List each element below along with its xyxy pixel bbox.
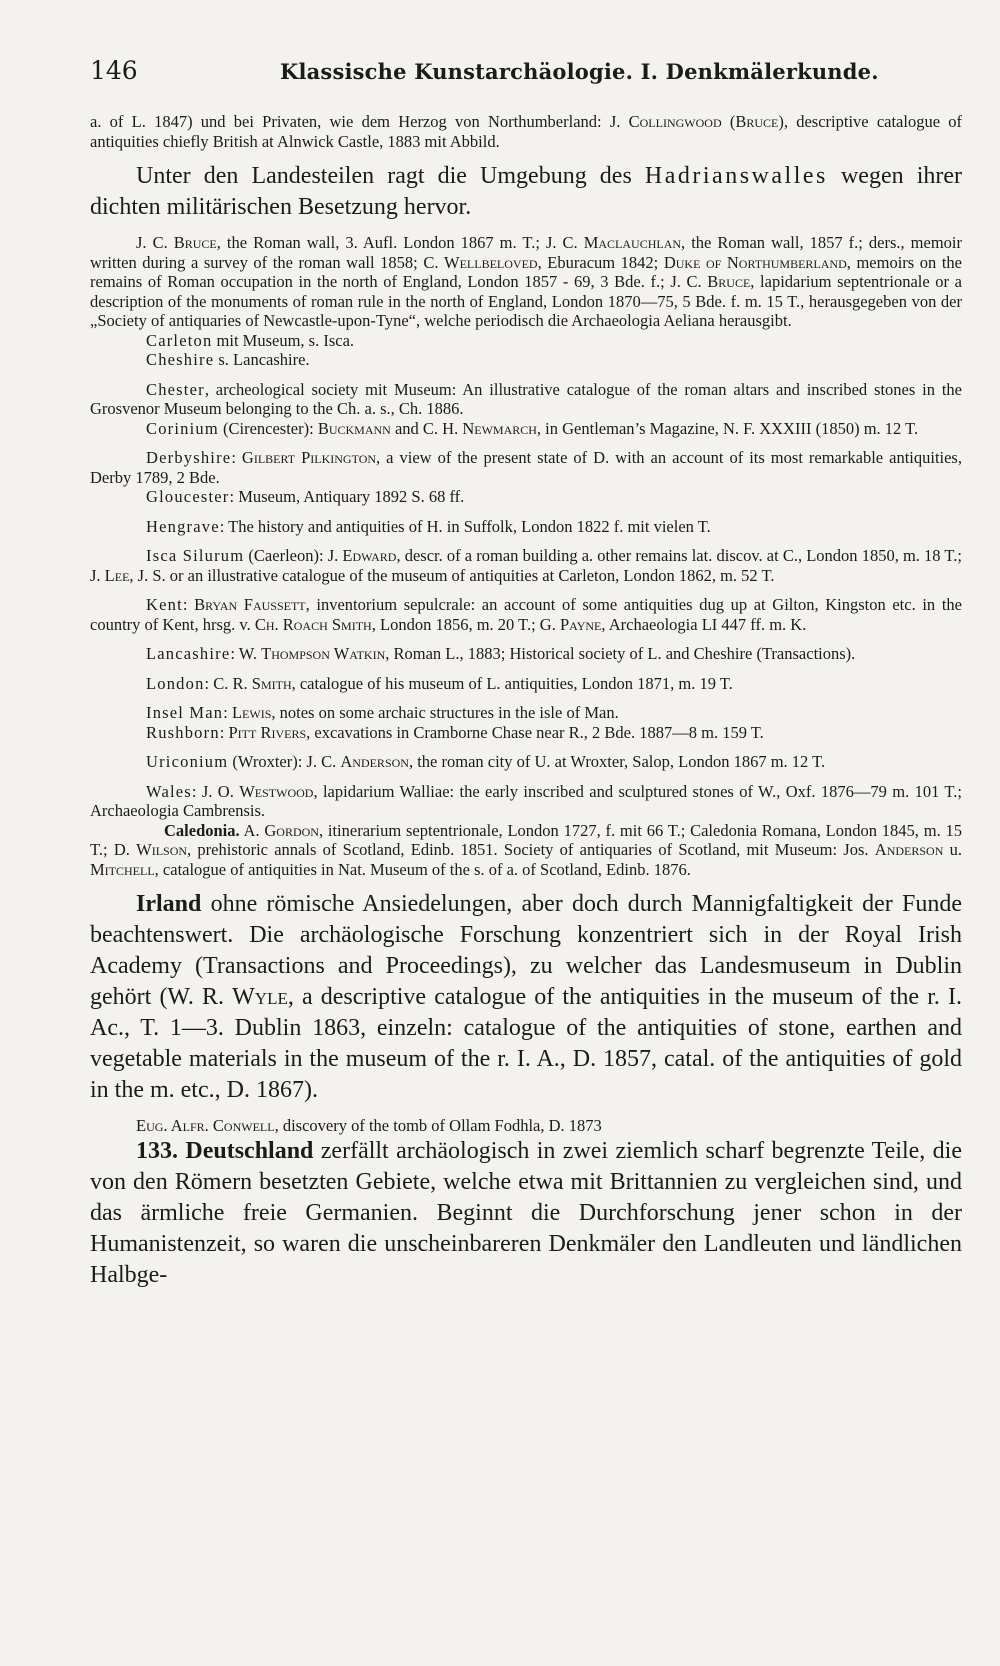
entry-insel-man: Insel Man: Lewis, notes on some archaic structures in the isle of Man.	[146, 703, 619, 722]
entry-gloucester: Gloucester: Museum, Antiquary 1892 S. 68 ff.	[146, 487, 465, 506]
entry-cheshire: Cheshire s. Lancashire.	[146, 350, 310, 369]
page-header	[90, 56, 960, 96]
entry-lancashire: Lancashire: W. Thompson Watkin, Roman L., 1883; Historical society of L. and Cheshire (Transactions).	[146, 644, 856, 663]
entry-hengrave: Hengrave: The history and antiquities of H. in Suffolk, London 1822 f. mit vielen T.	[146, 516, 711, 536]
entry-rushborn: Rushborn: Pitt Rivers, excavations in Cramborne Chase near R., 2 Bde. 1887—8 m. 159 T.	[146, 722, 764, 742]
entry-wales: Wales: J. O. Westwood, lapidarium Walliae: the early inscribed and sculptured stones of W., Oxf. 1876—79 m. 101 T.; Archaeologia Cambrensis.	[90, 781, 962, 820]
entry-caledonia: Caledonia. A. Gordon, itinerarium septentrionale, London 1727, f. mit 66 T.; Caledonia Romana, London 1845, m. 15 T.; D. Wilson, prehistoric annals of Scotland, Edinb. 1851. Society of antiquaries of Scotland, mit Museum: Jos. Anderson u. Mitchell, catalogue of antiquities in Nat. Museum of the s. of a. of Scotland, Edinb. 1876.	[90, 820, 963, 879]
entry-kent: Kent: Bryan Faussett, inventorium sepulcrale: an account of some antiquities dug up at Gilton, Kingston etc. in the country of Kent, hrsg. v. Ch. Roach Smith, London 1856, m. 20 T.; G. Payne, Archaeologia LI 447 ff. m. K.	[90, 595, 962, 634]
running-title: Klassische Kunstarchäologie. I. Denkmälerkunde.	[280, 59, 879, 84]
entry-corinium: Corinium (Cirencester): Buckmann and C. H. Newmarch, in Gentleman’s Magazine, N. F. XXXIII (1850) m. 12 T.	[146, 418, 919, 438]
bibliography-hadrianswall: J. C. Bruce, the Roman wall, 3. Aufl. London 1867 m. T.; J. C. Maclauchlan, the Roman wall, 1857 f.; ders., memoir written during a survey of the roman wall 1858; C. Wellbeloved, Eburacum 1842; Duke of Northumberland, memoirs on the remains of Roman occupation in the north of England, London 1857 - 69, 3 Bde. f.; J. C. Bruce, lapidarium septentrionale or a description of the monuments of roman rule in the north of England, London 1870—75, 5 Bde. f. m. 15 T., herausgegeben von der „Society of antiquaries of Newcastle-upon-Tyne“, welche periodisch die Archaeologia Aeliana herausgibt.	[90, 233, 963, 330]
entry-chester: Chester, archeological society mit Museum: An illustrative catalogue of the roman altars and inscribed stones in the Grosvenor Museum belonging to the Ch. a. s., Ch. 1886.	[90, 379, 962, 418]
section-number: 133.	[136, 1137, 178, 1164]
section-133-deutschland: 133. Deutschland zerfällt archäologisch in zwei ziemlich scharf begrenzte Teile, die von den Römern besetzten Gebiete, welche etwa mit Brittannien zu vergleichen sind, und das ärmliche freie Germanien. Beginnt die Durchforschung jener schon in der Humanistenzeit, so waren die unscheinbareren Denkmäler den Landleuten und ländlichen Halbge-	[90, 1137, 963, 1288]
entry-carleton: Carleton mit Museum, s. Isca.	[146, 330, 355, 350]
paragraph-irland: Irland ohne römische Ansiedelungen, aber doch durch Mannigfaltigkeit der Funde beachtenswert. Die archäologische Forschung konzentriert sich in der Royal Irish Academy (Transactions and Proceedings), zu welcher das Landesmuseum in Dublin gehört (W. R. Wyle, a descriptive catalogue of the antiquities in the museum of the r. I. Ac., T. 1—3. Dublin 1863, einzeln: catalogue of the antiquities of stone, earthen and vegetable materials in the museum of the r. I. A., D. 1857, catal. of the antiquities of gold in the m. etc., D. 1867).	[90, 891, 962, 1103]
entry-uriconium: Uriconium (Wroxter): J. C. Anderson, the roman city of U. at Wroxter, Salop, London 1867 m. 12 T.	[146, 752, 826, 771]
page-body	[90, 112, 962, 1291]
entry-isca-silurum: Isca Silurum (Caerleon): J. Edward, descr. of a roman building a. other remains lat. discov. at C., London 1850, m. 18 T.; J. Lee, J. S. or an illustrative catalogue of the museum of antiquities at Carleton, London 1862, m. 52 T.	[90, 546, 962, 585]
page-number: 146	[90, 56, 138, 85]
entry-derbyshire: Derbyshire: Gilbert Pilkington, a view of the present state of D. with an account of its most remarkable antiquities, Derby 1789, 2 Bde.	[90, 448, 962, 487]
paragraph-northumberland: a. of L. 1847) und bei Privaten, wie dem Herzog von Northumberland: J. Collingwood (Bruce), descriptive catalogue of antiquities chiefly British at Alnwick Castle, 1883 mit Abbild.	[90, 112, 963, 151]
bibliography-irland: Eug. Alfr. Conwell, discovery of the tomb of Ollam Fodhla, D. 1873	[136, 1116, 602, 1135]
paragraph-hadrianswall: Unter den Landesteilen ragt die Umgebung des Hadrianswalles wegen ihrer dichten militärischen Besetzung hervor.	[90, 163, 963, 220]
entry-london: London: C. R. Smith, catalogue of his museum of L. antiquities, London 1871, m. 19 T.	[146, 673, 733, 693]
